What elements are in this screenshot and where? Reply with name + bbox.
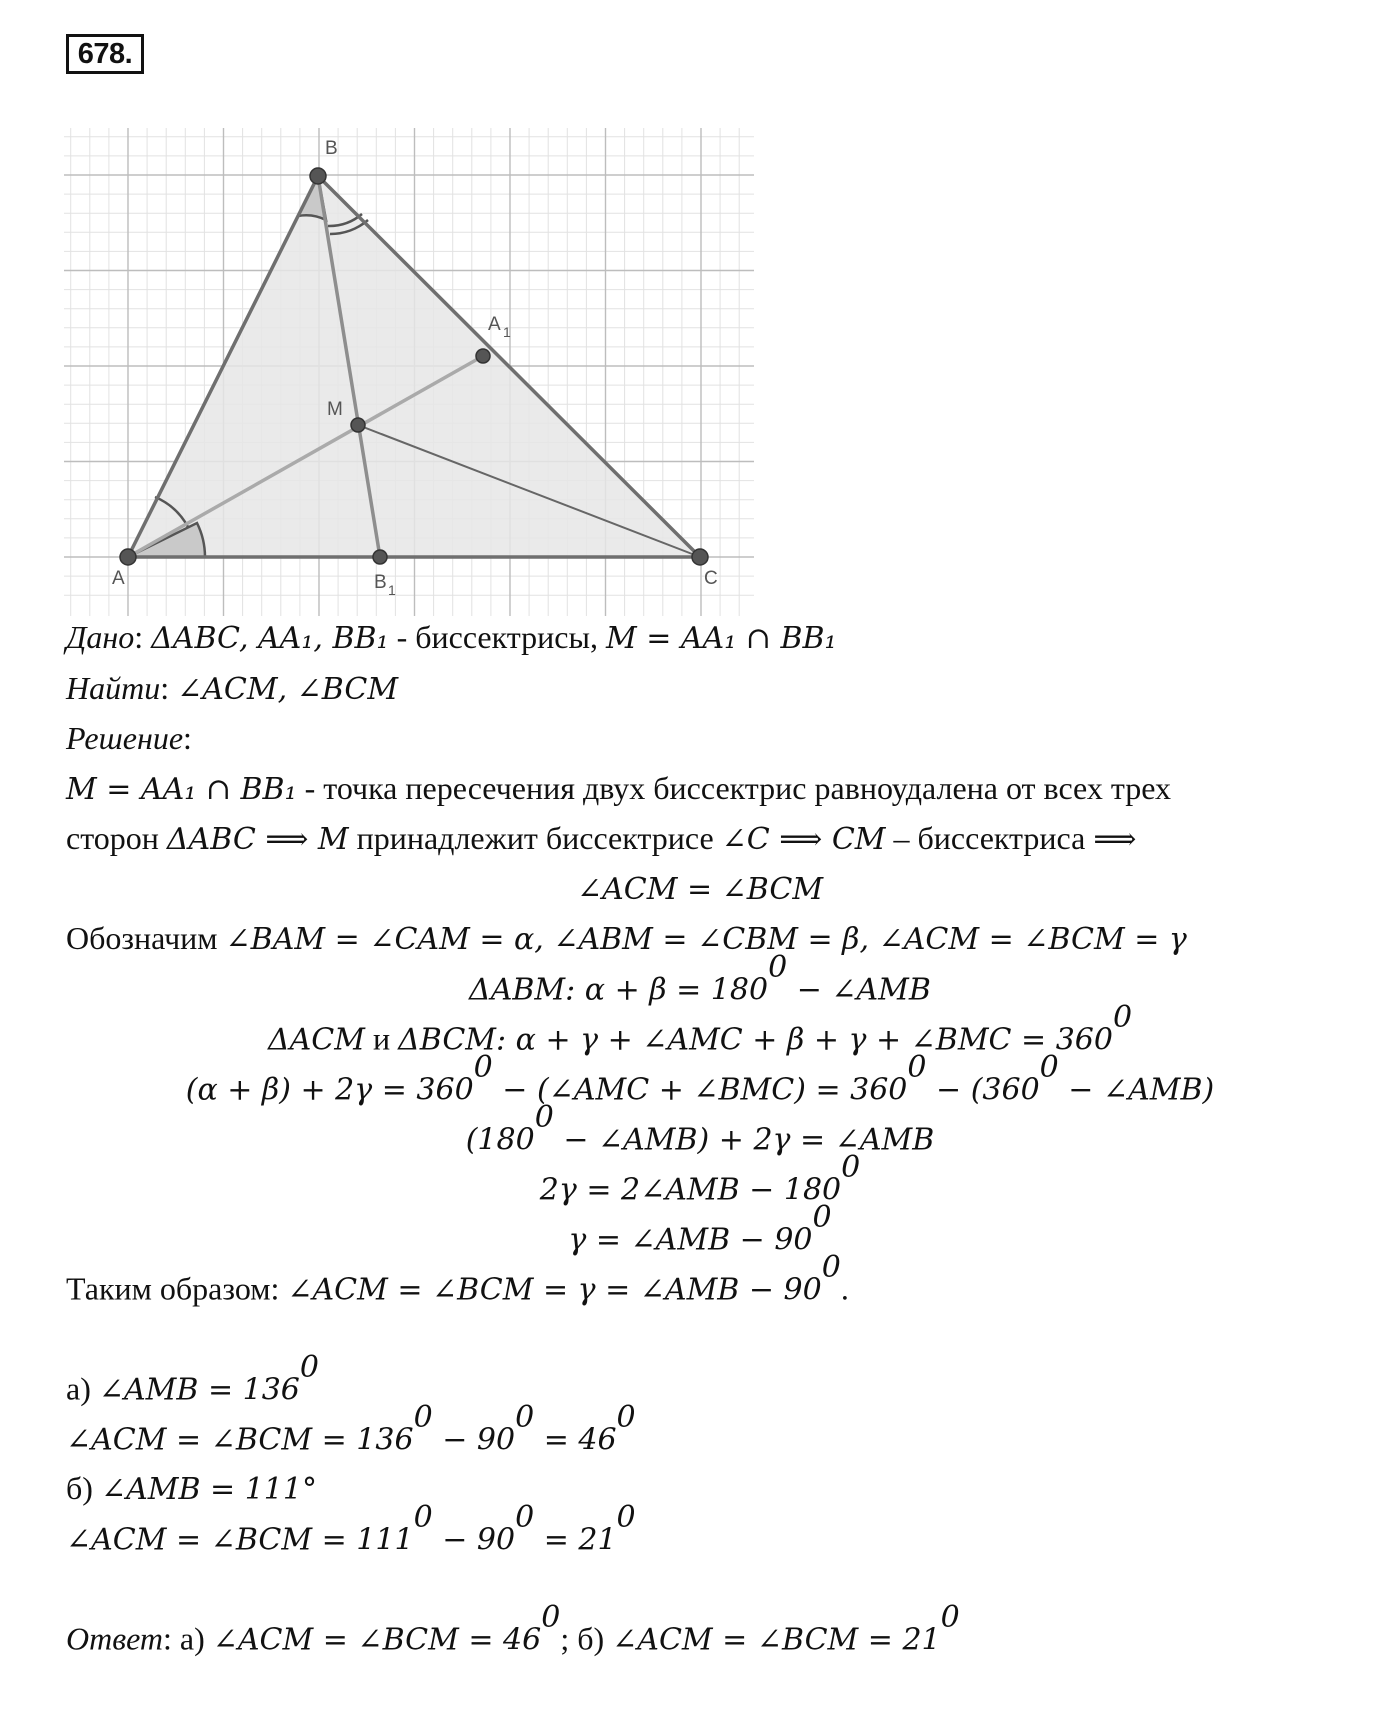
equation-3-sup-1: 0 bbox=[473, 1050, 493, 1085]
solution-line-2-math-c: ⟹ bbox=[1093, 822, 1137, 857]
equation-5 bbox=[0, 1150, 1400, 1212]
problem-number: 678. bbox=[66, 34, 144, 74]
solution-line-3-math: ∠ACM = ∠BCM bbox=[576, 872, 824, 907]
part-b-label: б) bbox=[66, 1470, 101, 1506]
given-line: Дано: ΔABC, AA₁, BB₁ - биссектрисы, M = AA₁ ∩ BB₁ bbox=[66, 619, 837, 656]
conclusion-end: . bbox=[840, 1270, 849, 1307]
solution-line-4 bbox=[66, 918, 1187, 962]
label-b1-sub: 1 bbox=[388, 582, 396, 598]
part-b-calc bbox=[66, 1500, 636, 1562]
equation-3-c: − (360 bbox=[926, 1072, 1040, 1108]
part-b-calc-a: ∠ACM = ∠BCM = 111 bbox=[66, 1522, 414, 1558]
solution-line-2-text-a: сторон bbox=[66, 820, 167, 856]
label-b: B bbox=[325, 138, 338, 159]
equation-1-tail: − ∠AMB bbox=[787, 972, 931, 1008]
equation-6-sup: 0 bbox=[812, 1200, 832, 1235]
point-b bbox=[310, 168, 326, 184]
equation-2 bbox=[0, 1000, 1400, 1062]
solution-line-2-math-a: ΔABC ⟹ M bbox=[166, 822, 349, 857]
find-line: Найти: ∠ACM, ∠BCM bbox=[66, 670, 399, 707]
equation-4-sup: 0 bbox=[534, 1100, 554, 1135]
solution-line-4-text: Обозначим bbox=[66, 920, 226, 956]
point-a bbox=[120, 549, 136, 565]
part-b-math: ∠AMB = 111° bbox=[100, 1472, 317, 1507]
solution-line-1-math: M = AA₁ ∩ BB₁ bbox=[66, 772, 297, 807]
equation-3 bbox=[0, 1050, 1400, 1112]
equation-4-b: − ∠AMB) + 2γ = ∠AMB bbox=[553, 1122, 935, 1158]
equation-6 bbox=[0, 1200, 1400, 1262]
find-label: Найти bbox=[66, 670, 161, 706]
equation-1 bbox=[0, 950, 1400, 1012]
answer-separator: ; б) bbox=[560, 1620, 613, 1657]
solution-line-2 bbox=[66, 818, 1136, 862]
answer-a-sup: 0 bbox=[541, 1600, 561, 1635]
equation-1-sup: 0 bbox=[768, 950, 788, 985]
given-math-2: M = AA₁ ∩ BB₁ bbox=[605, 621, 837, 656]
equation-3-sup-3: 0 bbox=[1039, 1050, 1059, 1085]
part-a-calc-sup-2: 0 bbox=[515, 1400, 535, 1435]
label-a: A bbox=[112, 568, 125, 589]
solution-line-2-text-c: – биссектриса bbox=[885, 820, 1094, 856]
solution-line-4-math: ∠BAM = ∠CAM = α, ∠ABM = ∠CBM = β, ∠ACM = ∠BCM = γ bbox=[225, 922, 1187, 957]
given-math: ΔABC, AA₁, BB₁ bbox=[151, 621, 389, 656]
solution-line-3 bbox=[0, 868, 1400, 912]
equation-4-a: (180 bbox=[465, 1122, 535, 1158]
given-text: - биссектрисы, bbox=[388, 619, 606, 655]
part-a-sup: 0 bbox=[299, 1350, 319, 1385]
equation-3-b: − (∠AMC + ∠BMC) = 360 bbox=[492, 1072, 908, 1108]
point-b1 bbox=[373, 550, 387, 564]
part-b-calc-sup-3: 0 bbox=[616, 1500, 636, 1535]
equation-3-a: (α + β) + 2γ = 360 bbox=[185, 1072, 474, 1108]
label-m: M bbox=[327, 399, 343, 420]
equation-2-a: ΔACM bbox=[267, 1022, 365, 1058]
label-b1: B bbox=[374, 572, 387, 593]
answer-b-sup: 0 bbox=[940, 1600, 960, 1635]
solution-line-2-text-b: принадлежит биссектрисе bbox=[348, 820, 722, 856]
part-b-calc-sup-1: 0 bbox=[413, 1500, 433, 1535]
triangle-figure bbox=[60, 128, 760, 616]
equation-6-a: γ = ∠AMB − 90 bbox=[568, 1222, 813, 1258]
solution-label: Решение bbox=[66, 720, 184, 756]
label-a1-sub: 1 bbox=[503, 324, 511, 340]
equation-1-a: ΔABM: α + β = 180 bbox=[469, 972, 769, 1008]
part-b-calc-b: − 90 bbox=[432, 1522, 516, 1558]
point-a1 bbox=[476, 349, 490, 363]
conclusion-sup: 0 bbox=[821, 1250, 841, 1285]
part-a-calc-sup-3: 0 bbox=[616, 1400, 636, 1435]
label-a1: A bbox=[488, 314, 501, 335]
part-b-calc-sup-2: 0 bbox=[515, 1500, 535, 1535]
solution-line-1-text: - точка пересечения двух биссектрис равноудалена от всех трех bbox=[296, 770, 1171, 806]
equation-2-sup: 0 bbox=[1112, 1000, 1133, 1035]
part-a-line bbox=[66, 1350, 319, 1412]
solution-line-1 bbox=[66, 768, 1171, 812]
part-b-calc-c: = 21 bbox=[534, 1522, 617, 1558]
part-a-calc-b: − 90 bbox=[432, 1422, 516, 1458]
point-m bbox=[351, 418, 365, 432]
part-a-math: ∠AMB = 136 bbox=[98, 1372, 300, 1408]
answer-a-label: : а) bbox=[163, 1620, 213, 1657]
conclusion-line bbox=[66, 1250, 849, 1312]
point-c bbox=[692, 549, 708, 565]
conclusion-math: ∠ACM = ∠BCM = γ = ∠AMB − 90 bbox=[287, 1272, 822, 1308]
equation-5-sup: 0 bbox=[841, 1150, 861, 1185]
equation-2-b: ΔBCM: α + γ + ∠AMC + β + γ + ∠BMC = 360 bbox=[398, 1022, 1113, 1058]
equation-3-d: − ∠AMB) bbox=[1058, 1072, 1215, 1108]
part-a-calc-c: = 46 bbox=[534, 1422, 617, 1458]
part-a-calc bbox=[66, 1400, 636, 1462]
part-a-calc-a: ∠ACM = ∠BCM = 136 bbox=[66, 1422, 414, 1458]
given-label: Дано bbox=[66, 619, 135, 655]
equation-4 bbox=[0, 1100, 1400, 1162]
part-a-label: а) bbox=[66, 1370, 99, 1407]
conclusion-text: Таким образом: bbox=[66, 1270, 288, 1307]
answer-a-math: ∠ACM = ∠BCM = 46 bbox=[212, 1622, 542, 1658]
answer-label: Ответ bbox=[66, 1620, 163, 1657]
equation-2-and: и bbox=[364, 1020, 399, 1057]
solution-label-line: Решение: bbox=[66, 720, 192, 756]
equation-5-a: 2γ = 2∠AMB − 180 bbox=[539, 1172, 842, 1208]
answer-b-math: ∠ACM = ∠BCM = 21 bbox=[612, 1622, 941, 1658]
answer-line bbox=[66, 1600, 960, 1662]
label-c: C bbox=[704, 568, 718, 589]
solution-line-2-math-b: ∠C ⟹ CM bbox=[721, 822, 886, 857]
part-b-line bbox=[66, 1468, 317, 1512]
find-math: ∠ACM, ∠BCM bbox=[177, 672, 399, 707]
equation-3-sup-2: 0 bbox=[907, 1050, 927, 1085]
part-a-calc-sup-1: 0 bbox=[413, 1400, 433, 1435]
